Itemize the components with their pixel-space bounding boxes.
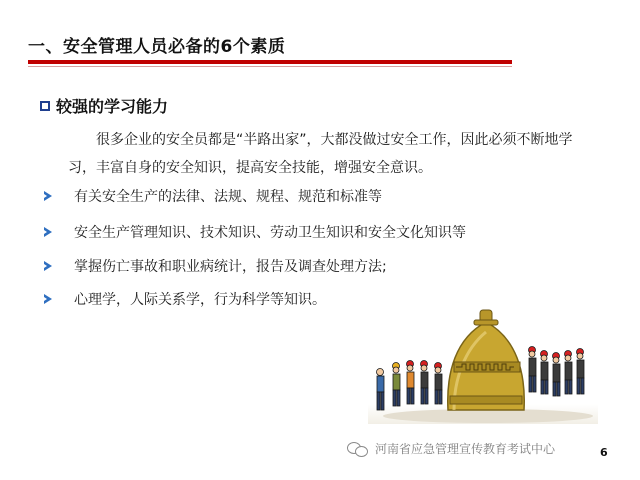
arrow-bullet-icon: [44, 294, 52, 304]
list-item: [44, 256, 387, 276]
intro-paragraph: 很多企业的安全员都是“半路出家”，大都没做过安全工作，因此必须不断地学习，丰富自身的安全知识，提高安全技能，增强安全意识。: [68, 132, 573, 176]
list-item: [44, 186, 382, 206]
arrow-bullet-icon: [44, 261, 52, 271]
bell-workers-illustration: [368, 292, 598, 424]
title-rule-thin: [28, 66, 512, 67]
list-item-text: 有关安全生产的法律、法规、规程、规范和标准等: [74, 189, 382, 205]
arrow-bullet-icon: [44, 227, 52, 237]
list-item: [44, 289, 326, 309]
watermark: [347, 440, 555, 457]
list-item-text: 心理学，人际关系学，行为科学等知识。: [74, 292, 326, 308]
watermark-text: 河南省应急管理宣传教育考试中心: [375, 442, 556, 456]
section-heading-text: 较强的学习能力: [56, 97, 169, 116]
arrow-bullet-icon: [44, 191, 52, 201]
list-item: [44, 222, 466, 242]
page-number: 6: [600, 446, 608, 459]
section-heading: [40, 94, 168, 117]
list-item-text: 安全生产管理知识、技术知识、劳动卫生知识和安全文化知识等: [74, 225, 466, 241]
list-item-text: 掌握伤亡事故和职业病统计，报告及调查处理方法;: [74, 259, 387, 275]
title-rule: [28, 60, 512, 64]
wechat-icon: [347, 441, 369, 457]
slide-title: 一、安全管理人员必备的6个素质: [28, 37, 286, 57]
square-bullet-icon: [40, 101, 50, 111]
